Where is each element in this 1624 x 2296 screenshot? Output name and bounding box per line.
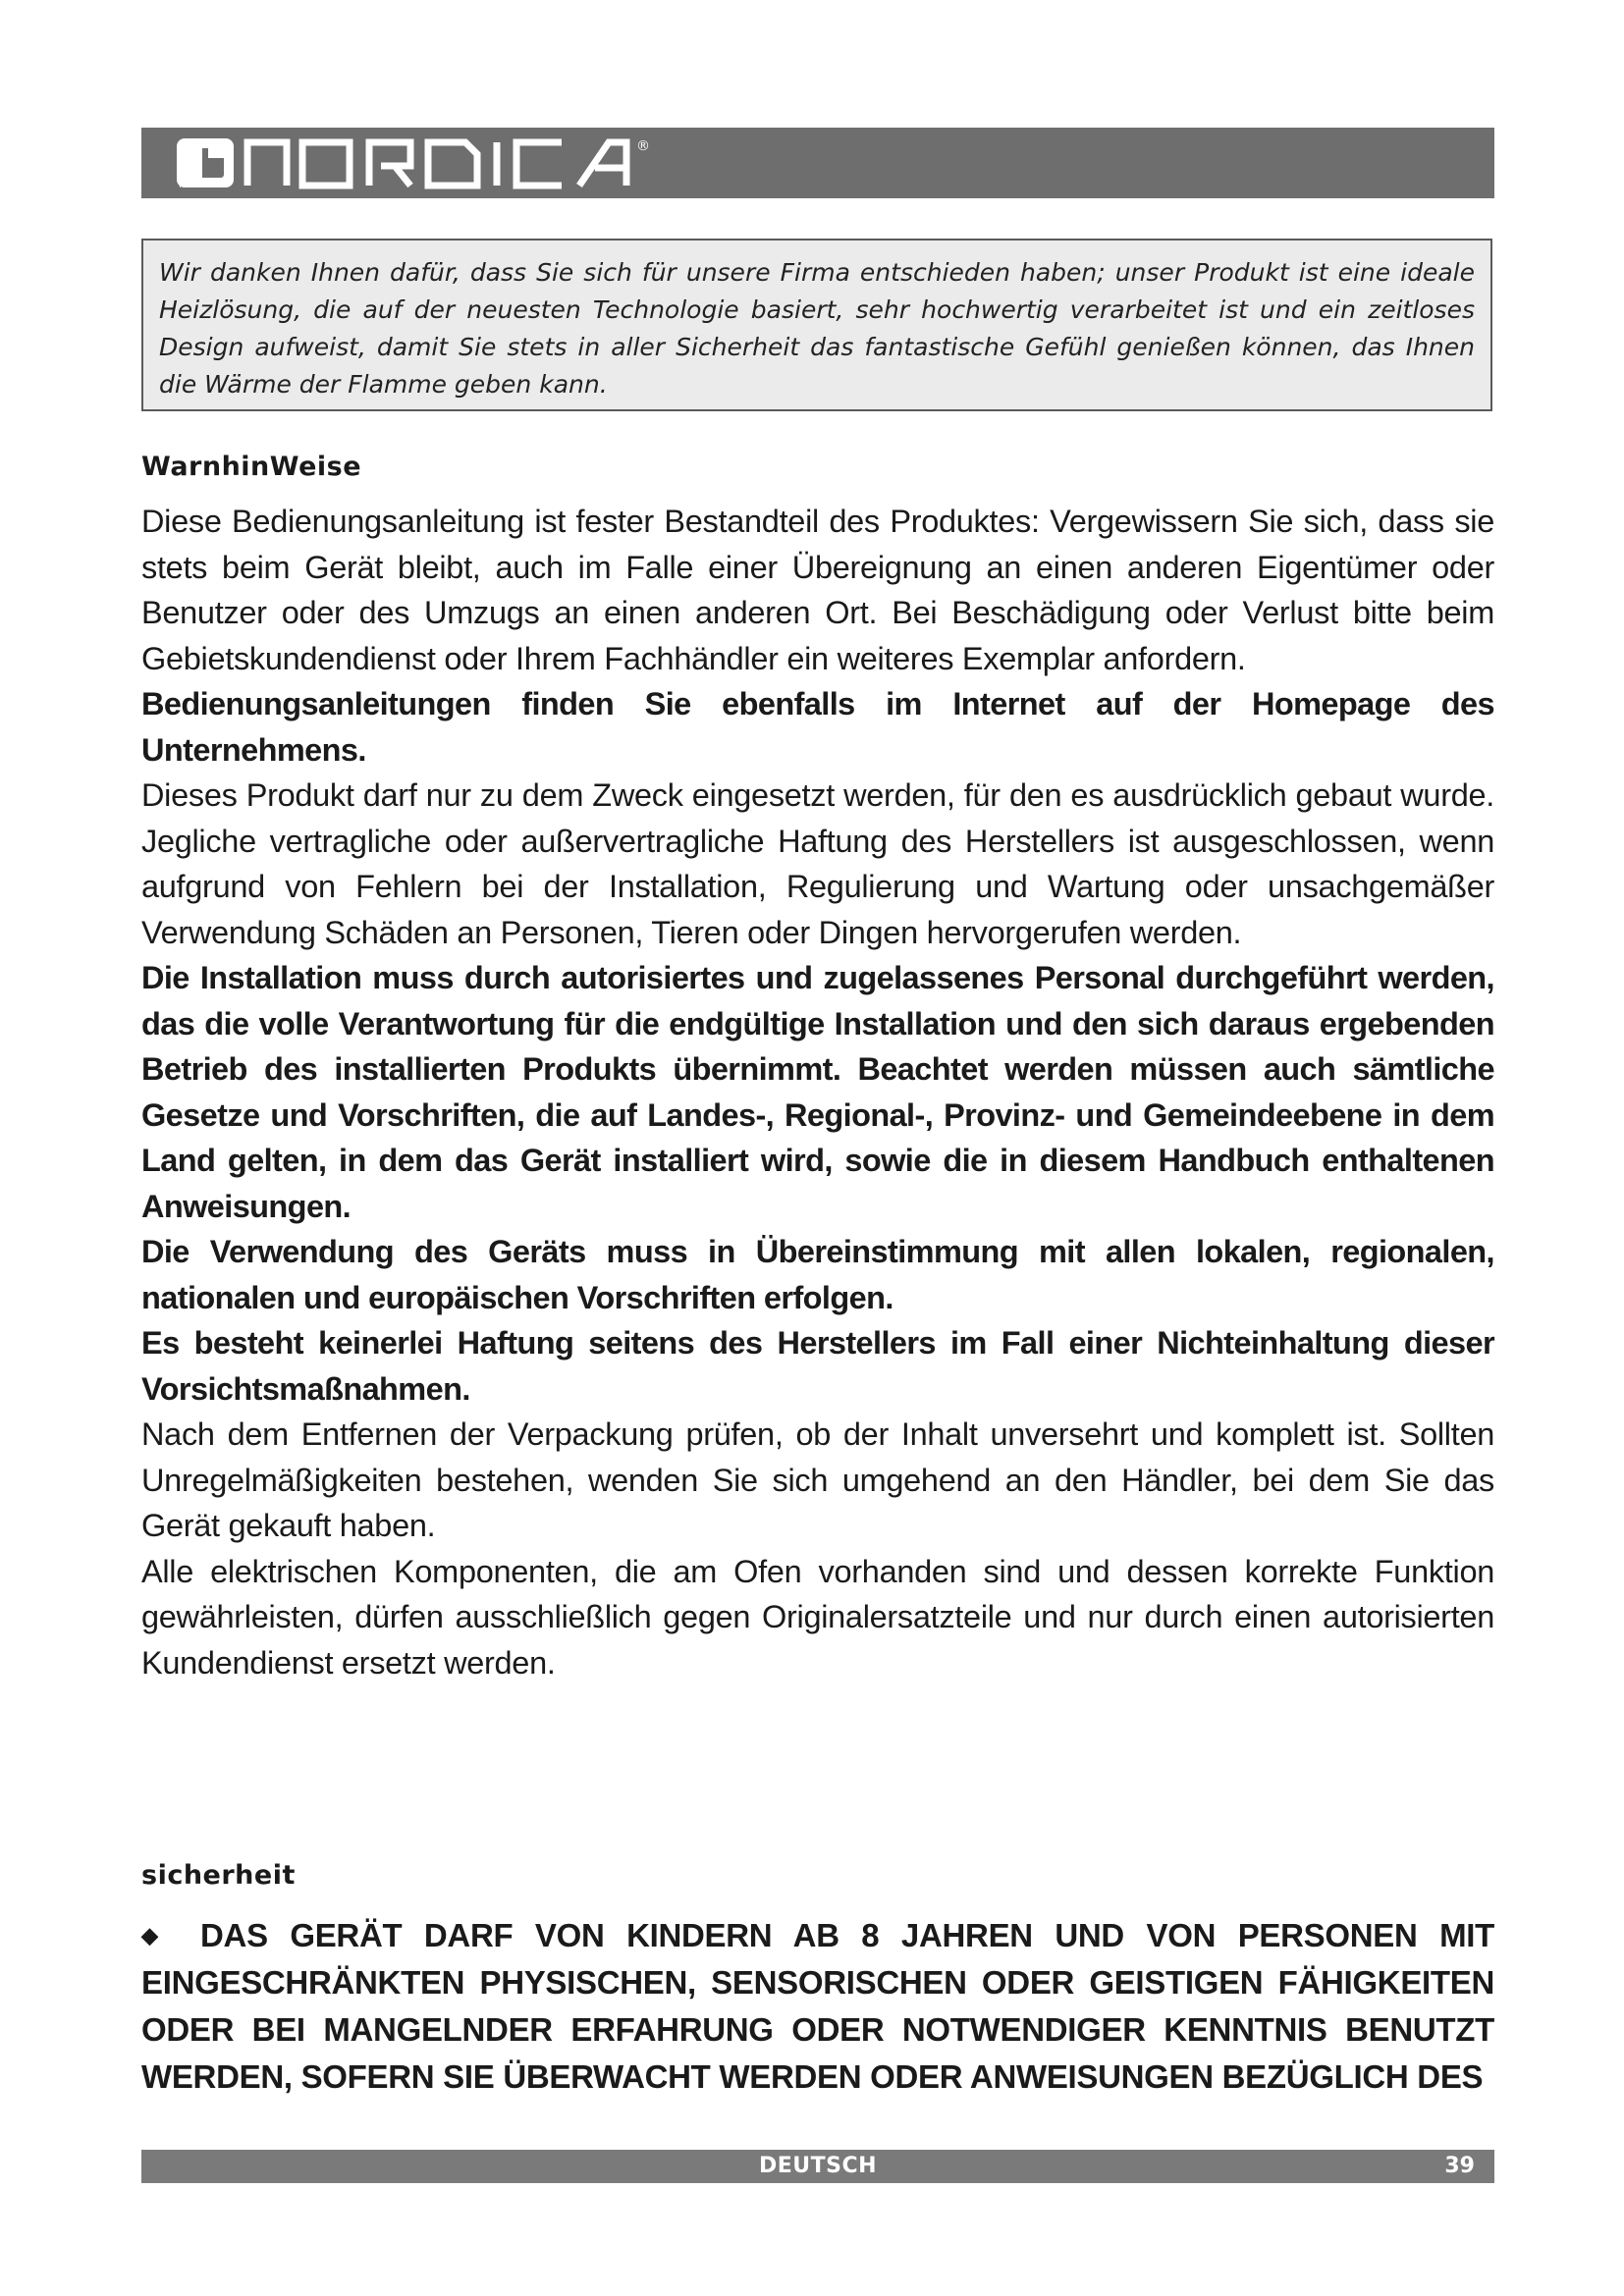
warnings-body [141,499,1494,1685]
intro-text: Wir danken Ihnen dafür, dass Sie sich für unsere Firma entschieden haben; unser Produkt ist eine ideale Heizlösung, die auf der neuesten Technologie basiert, sehr hochwertig verarbeitet ist und ein zeitloses Design aufweist, damit Sie stets in aller Sicherheit das fantastische Gefühl genießen können, das Ihnen die Wärme der Flamme geben kann. [159,258,1475,399]
warning-paragraph-1: Diese Bedienungsanleitung ist fester Bestandteil des Produktes: Vergewissern Sie sich, dass sie stets beim Gerät bleibt, auch im Falle einer Übereignung an einen anderen Eigentümer oder Benutzer oder des Umzugs an einen anderen Ort. Bei Beschädigung oder Verlust bitte beim Gebietskundendienst oder Ihrem Fachhändler ein weiteres Exemplar anfordern. [141,504,1494,676]
safety-heading: sicherheit [141,1860,296,1891]
registered-mark: ® [636,138,650,154]
warnings-heading: WarnhinWeise [141,452,362,482]
safety-paragraph [141,1912,1494,2101]
page-number: 39 [1444,2154,1475,2178]
diamond-bullet-icon: ◆ [141,1923,158,1948]
warning-paragraph-7: Nach dem Entfernen der Verpackung prüfen, ob der Inhalt unversehrt und komplett ist. Sollten Unregelmäßigkeiten bestehen, wenden Sie sich umgehend an den Händler, bei dem Sie das Gerät gekauft haben. [141,1416,1494,1543]
footer-language: DEUTSCH [758,2154,878,2178]
safety-text: DAS GERÄT DARF VON KINDERN AB 8 JAHREN UND VON PERSONEN MIT EINGESCHRÄNKTEN PHYSISCHEN, SENSORISCHEN ODER GEISTIGEN FÄHIGKEITEN ODER BEI MANGELNDER ERFAHRUNG ODER NOTWENDIGER KENNTNIS BENUTZT WERDEN, SOFERN SIE ÜBERWACHT WERDEN ODER ANWEISUNGEN BEZÜGLICH DES [141,1917,1494,2095]
warning-paragraph-2: Bedienungsanleitungen finden Sie ebenfalls im Internet auf der Homepage des Unternehmens. [141,686,1494,768]
intro-box [141,239,1492,411]
brand-logo [177,136,687,189]
nordica-logo-graphic [177,136,687,189]
warning-paragraph-3: Dieses Produkt darf nur zu dem Zweck eingesetzt werden, für den es ausdrücklich gebaut wurde. Jegliche vertragliche oder außervertragliche Haftung des Herstellers ist ausgeschlossen, wenn aufgrund von Fehlern bei der Installation, Regulierung und Wartung oder unsachgemäßer Verwendung Schäden an Personen, Tieren oder Dingen hervorgerufen werden. [141,777,1494,950]
warning-paragraph-4: Die Installation muss durch autorisiertes und zugelassenes Personal durchgeführt werden, das die volle Verantwortung für die endgültige Installation und den sich daraus ergebenden Betrieb des installierten Produkts übernimmt. Beachtet werden müssen auch sämtliche Gesetze und Vorschriften, die auf Landes-, Regional-, Provinz- und Gemeindeebene in dem Land gelten, in dem das Gerät installiert wird, sowie die in diesem Handbuch enthaltenen Anweisungen. [141,960,1494,1224]
warning-paragraph-6: Es besteht keinerlei Haftung seitens des Herstellers im Fall einer Nichteinhaltung dieser Vorsichtsmaßnahmen. [141,1325,1494,1407]
svg-text:la: la [179,180,188,189]
header-bar [141,128,1494,198]
warning-paragraph-8: Alle elektrischen Komponenten, die am Ofen vorhanden sind und dessen korrekte Funktion gewährleisten, dürfen ausschließlich gegen Originalersatzteile und nur durch einen autorisierten Kundendienst ersetzt werden. [141,1553,1494,1681]
footer-bar [141,2150,1494,2183]
warning-paragraph-5: Die Verwendung des Geräts muss in Übereinstimmung mit allen lokalen, regionalen, nationalen und europäischen Vorschriften erfolgen. [141,1234,1494,1315]
